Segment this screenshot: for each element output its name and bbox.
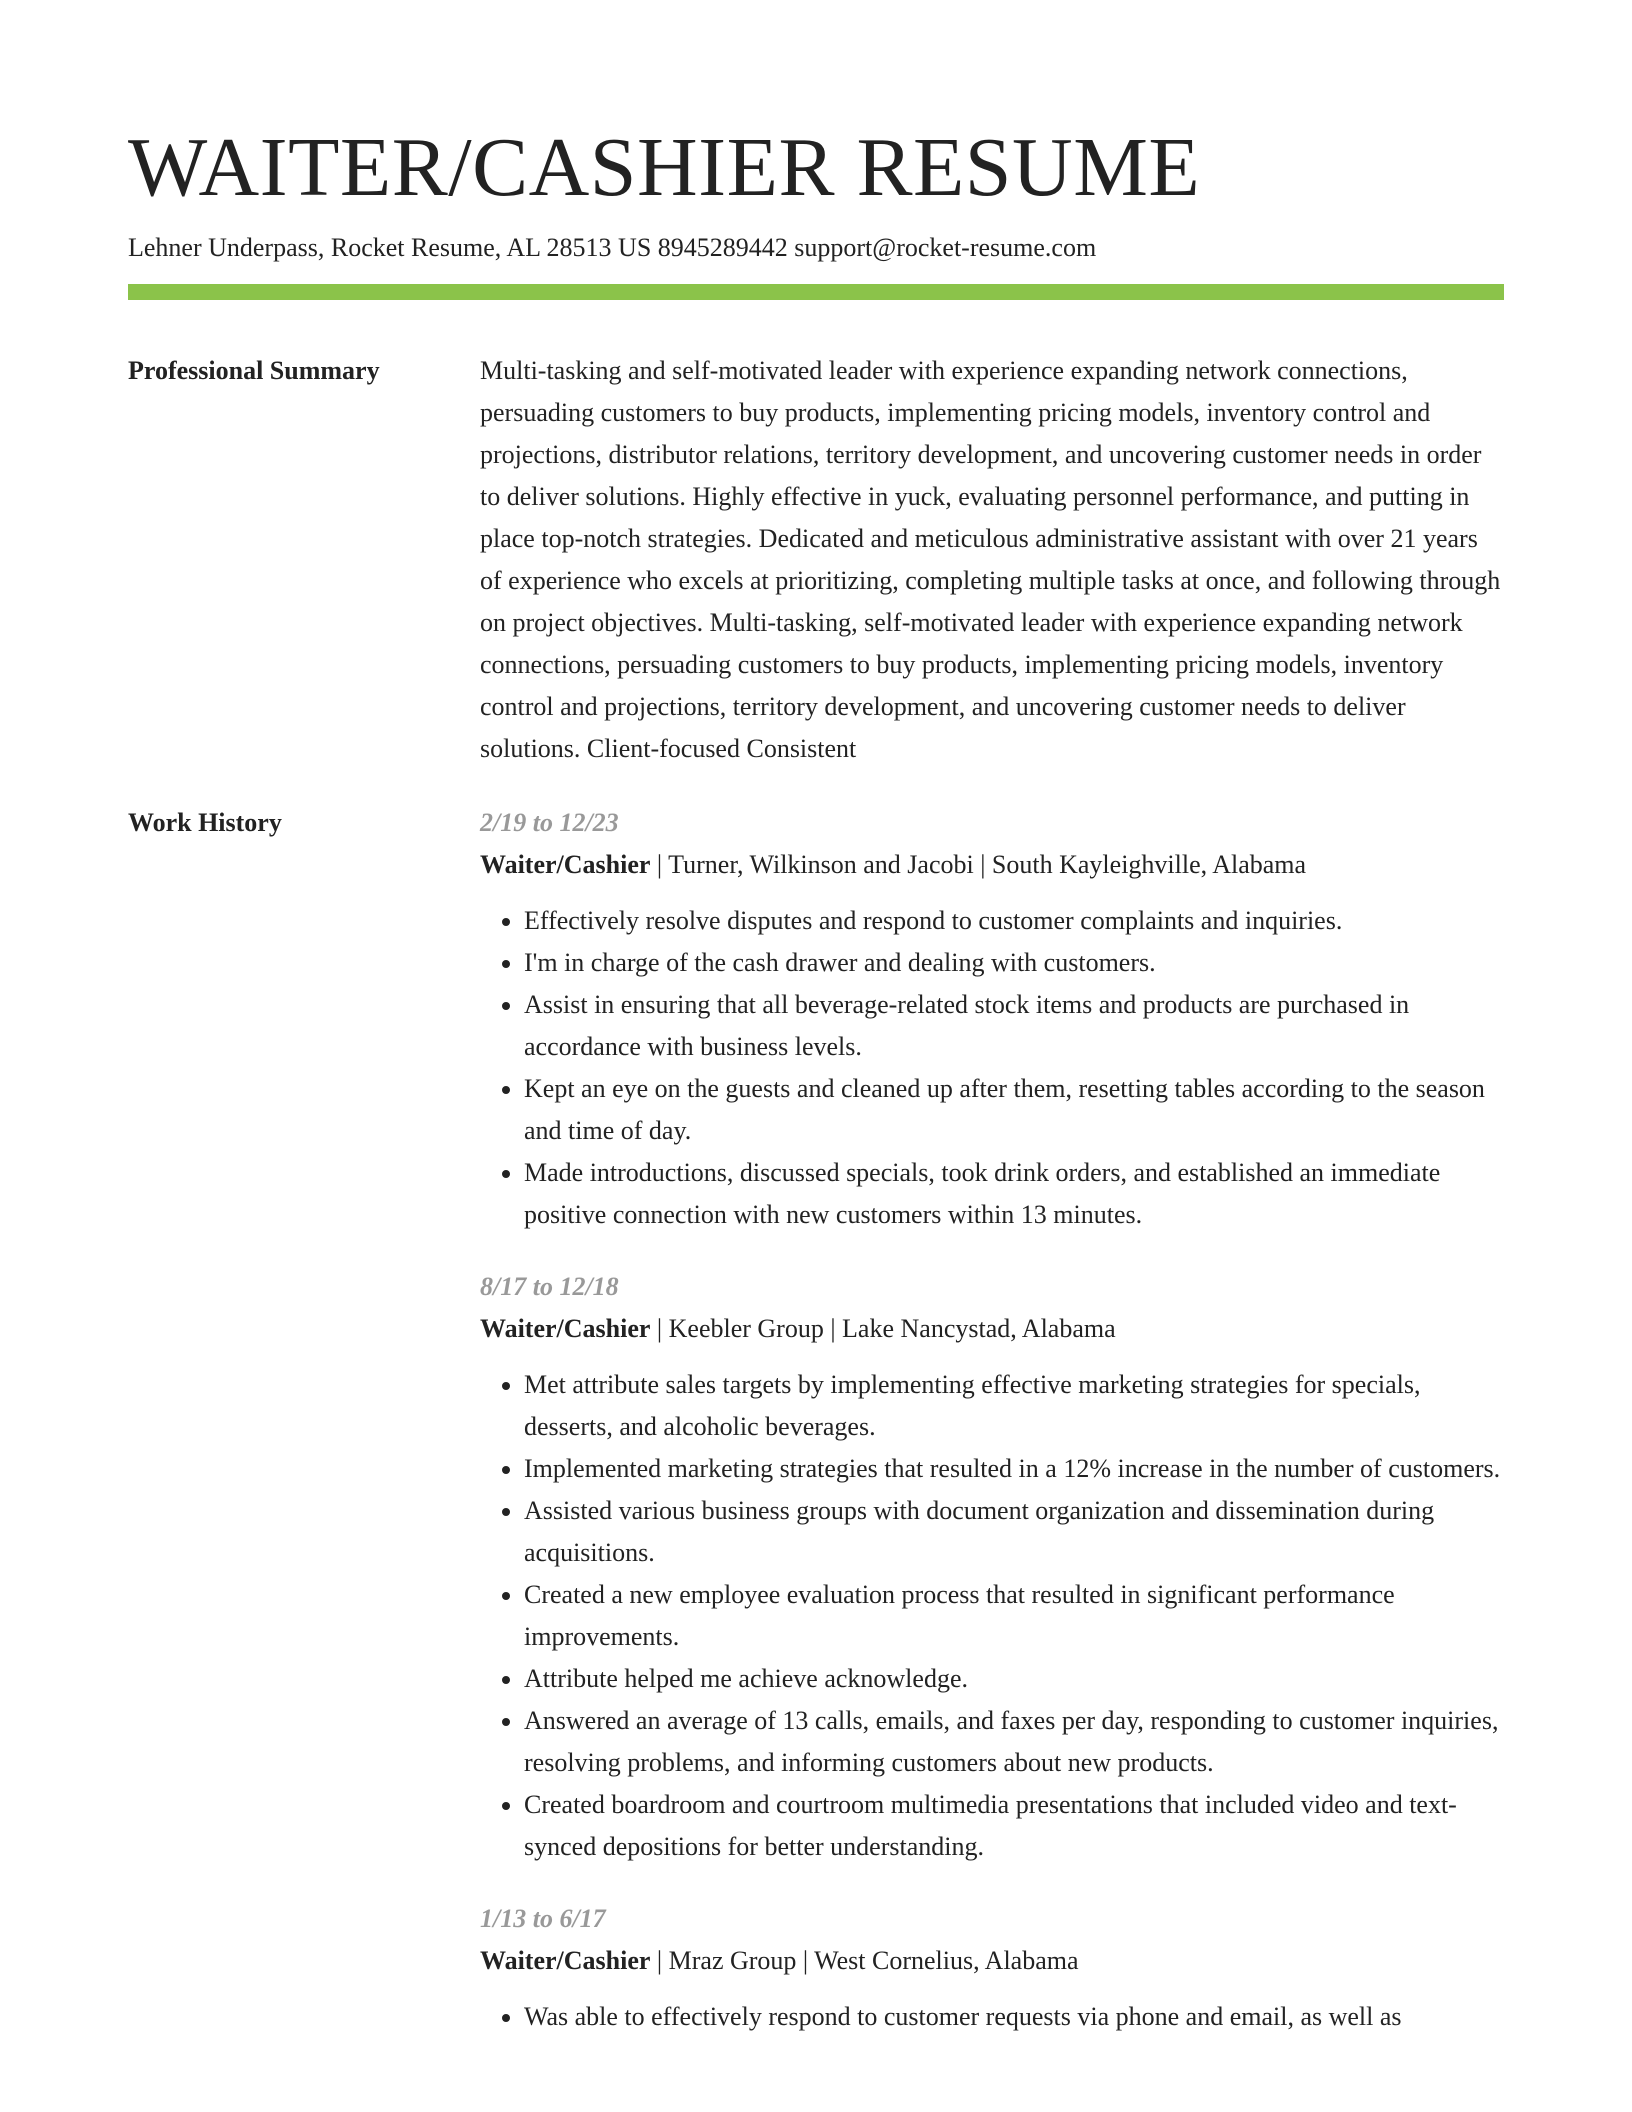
- contact-line: Lehner Underpass, Rocket Resume, AL 28513 US 8945289442 support@rocket-resume.com: [128, 233, 1097, 262]
- job-bullet: • Assist in ensuring that all beverage-related stock items and products are purchased in accordance with business levels.: [524, 984, 1504, 1068]
- job-heading: [480, 1940, 1504, 1982]
- job-title: Waiter/Cashier: [480, 850, 651, 879]
- job-bullet: • Effectively resolve disputes and respond to customer complaints and inquiries.: [524, 900, 1504, 942]
- job-bullet-list: [480, 1996, 1504, 2038]
- job-bullet: • Was able to effectively respond to customer requests via phone and email, as well as: [524, 1996, 1504, 2038]
- job-bullet: • Made introductions, discussed specials, took drink orders, and established an immediate positive connection with new customers within 13 minutes.: [524, 1152, 1504, 1236]
- professional-summary-section: [128, 350, 1504, 770]
- job-bullet-list: [480, 1364, 1504, 1868]
- job-bullet: • Created a new employee evaluation process that resulted in significant performance improvements.: [524, 1574, 1504, 1658]
- job-entry: [480, 802, 1504, 1236]
- section-label-work-history: Work History: [128, 808, 282, 837]
- job-heading: [480, 1308, 1504, 1350]
- job-bullet: • I'm in charge of the cash drawer and dealing with customers.: [524, 942, 1504, 984]
- work-history-body: [480, 802, 1504, 2068]
- job-bullet: • Attribute helped me achieve acknowledge.: [524, 1658, 1504, 1700]
- job-heading: [480, 844, 1504, 886]
- job-bullet: • Created boardroom and courtroom multimedia presentations that included video and text-synced depositions for better understanding.: [524, 1784, 1504, 1868]
- job-entry: [480, 1898, 1504, 2038]
- resume-page: [128, 118, 1504, 2068]
- job-bullet: • Implemented marketing strategies that resulted in a 12% increase in the number of customers.: [524, 1448, 1504, 1490]
- summary-text: Multi-tasking and self-motivated leader with experience expanding network connections, persuading customers to buy products, implementing pricing models, inventory control and projections, distributor relations, territory development, and uncovering customer needs in order to deliver solutions. Highly effective in yuck, evaluating personnel performance, and putting in place top-notch strategies. Dedicated and meticulous administrative assistant with over 21 years of experience who excels at prioritizing, completing multiple tasks at once, and following through on project objectives. Multi-tasking, self-motivated leader with experience expanding network connections, persuading customers to buy products, implementing pricing models, inventory control and projections, territory development, and uncovering customer needs to deliver solutions. Client-focused Consistent: [480, 356, 1501, 763]
- job-bullet: • Assisted various business groups with document organization and dissemination during acquisitions.: [524, 1490, 1504, 1574]
- work-history-section: [128, 802, 1504, 2068]
- accent-divider: [128, 284, 1504, 300]
- job-bullet: • Answered an average of 13 calls, emails, and faxes per day, responding to customer inquiries, resolving problems, and informing customers about new products.: [524, 1700, 1504, 1784]
- section-label-professional-summary: Professional Summary: [128, 356, 380, 385]
- job-bullet: • Kept an eye on the guests and cleaned up after them, resetting tables according to the season and time of day.: [524, 1068, 1504, 1152]
- job-title: Waiter/Cashier: [480, 1314, 651, 1343]
- job-bullet-list: [480, 900, 1504, 1236]
- job-dates: 1/13 to 6/17: [480, 1904, 606, 1933]
- job-entry: [480, 1266, 1504, 1868]
- job-details: | Keebler Group | Lake Nancystad, Alabama: [650, 1314, 1116, 1343]
- job-bullet: • Met attribute sales targets by implementing effective marketing strategies for specials, desserts, and alcoholic beverages.: [524, 1364, 1504, 1448]
- resume-title: WAITER/CASHIER RESUME: [128, 121, 1201, 214]
- job-details: | Turner, Wilkinson and Jacobi | South Kayleighville, Alabama: [650, 850, 1307, 879]
- job-dates: 2/19 to 12/23: [480, 808, 619, 837]
- job-title: Waiter/Cashier: [480, 1946, 651, 1975]
- summary-body: [480, 350, 1504, 770]
- job-details: | Mraz Group | West Cornelius, Alabama: [650, 1946, 1079, 1975]
- job-dates: 8/17 to 12/18: [480, 1272, 619, 1301]
